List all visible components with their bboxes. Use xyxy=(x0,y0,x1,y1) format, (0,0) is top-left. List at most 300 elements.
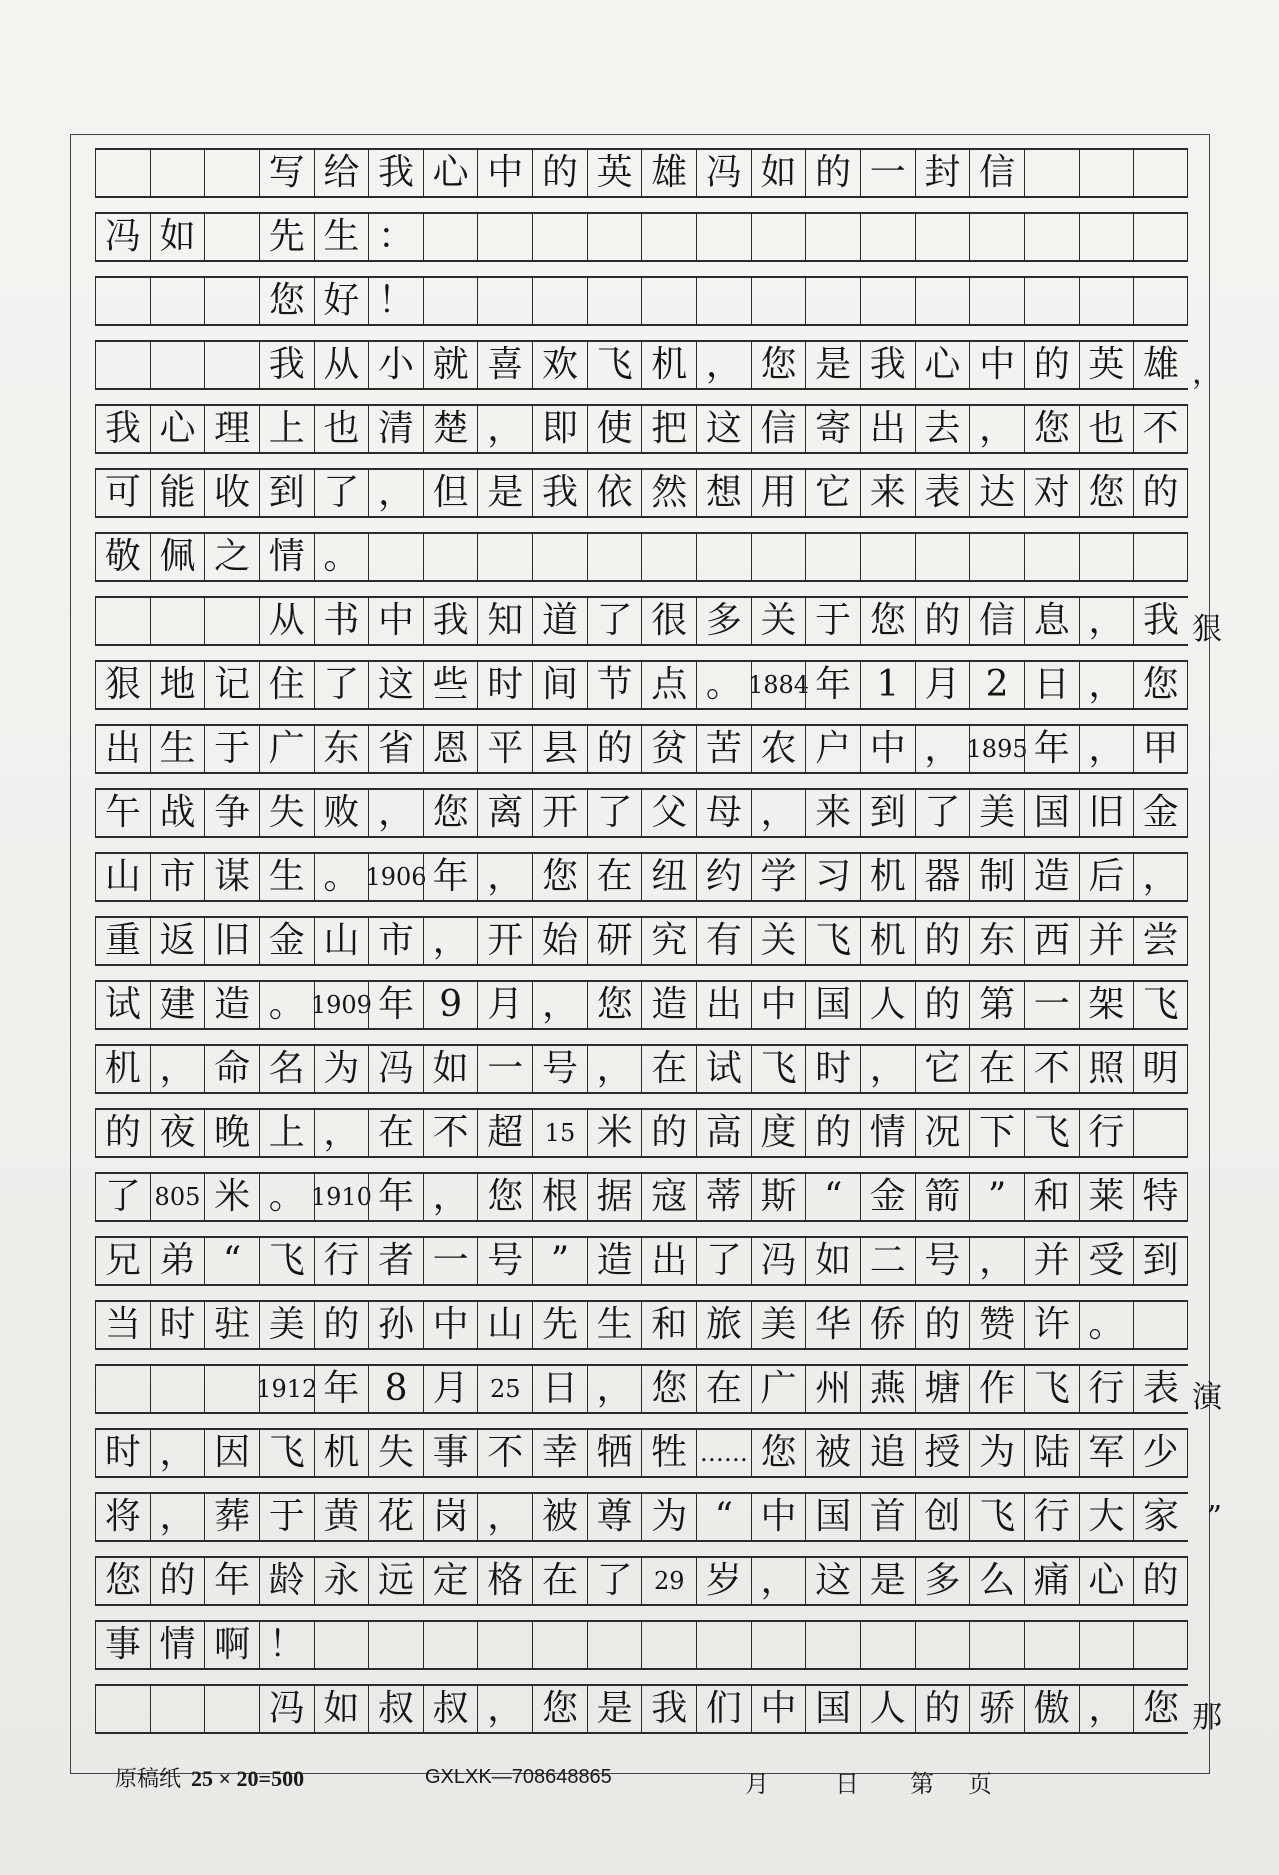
grid-cell: 的 xyxy=(805,1110,860,1156)
grid-cell: ， xyxy=(587,1046,642,1092)
grid-cell xyxy=(95,1366,150,1412)
grid-cell: 情 xyxy=(259,534,314,580)
grid-cell: 时 xyxy=(150,1302,205,1348)
grid-cell: 西 xyxy=(1024,918,1079,964)
grid-cell: 书 xyxy=(314,598,369,644)
grid-cell: 您 xyxy=(1133,662,1188,708)
grid-cell: 之 xyxy=(204,534,259,580)
grid-cell xyxy=(641,214,696,260)
grid-cell: 孙 xyxy=(368,1302,423,1348)
grid-cell: 美 xyxy=(259,1302,314,1348)
grid-cell: 在 xyxy=(969,1046,1024,1092)
grid-cell xyxy=(805,534,860,580)
grid-cell: 试 xyxy=(696,1046,751,1092)
grid-cell: ， xyxy=(477,406,532,452)
grid-cell: 多 xyxy=(696,598,751,644)
grid-cell: 很 xyxy=(641,598,696,644)
grid-cell: 后 xyxy=(1079,854,1134,900)
grid-cell: 我 xyxy=(860,342,915,388)
grid-cell: 来 xyxy=(860,470,915,516)
grid-cell: 返 xyxy=(150,918,205,964)
paper-code: GXLXK—708648865 xyxy=(425,1766,612,1788)
grid-cell: 被 xyxy=(805,1430,860,1476)
grid-cell: 许 xyxy=(1024,1302,1079,1348)
grid-cell: 燕 xyxy=(860,1366,915,1412)
grid-row xyxy=(95,596,1222,647)
grid-cell: 始 xyxy=(532,918,587,964)
grid-cell: 清 xyxy=(368,406,423,452)
grid-cell: 牺 xyxy=(587,1430,642,1476)
grid-cell: 的 xyxy=(1133,1558,1188,1604)
grid-cell: “ xyxy=(696,1494,751,1540)
grid-cell xyxy=(368,1622,423,1668)
grid-cell: 和 xyxy=(1024,1174,1079,1220)
grid-cell: 到 xyxy=(1133,1238,1188,1284)
grid-cell xyxy=(95,150,150,196)
grid-cell: 第 xyxy=(969,982,1024,1028)
grid-cell: 幸 xyxy=(532,1430,587,1476)
grid-cell: 您 xyxy=(423,790,478,836)
grid-cell: 在 xyxy=(532,1558,587,1604)
grid-cell xyxy=(915,534,970,580)
grid-cell xyxy=(587,278,642,324)
grid-row xyxy=(95,980,1188,1030)
grid-cell: 高 xyxy=(696,1110,751,1156)
grid-cell: ， xyxy=(423,918,478,964)
page-suffix-label: 页 xyxy=(968,1771,992,1798)
grid-cell: 市 xyxy=(150,854,205,900)
grid-cell: 一 xyxy=(423,1238,478,1284)
grid-cell: 时 xyxy=(477,662,532,708)
grid-cell: 为 xyxy=(314,1046,369,1092)
grid-cell xyxy=(532,1622,587,1668)
grid-cell: 住 xyxy=(259,662,314,708)
grid-cell: 为 xyxy=(969,1430,1024,1476)
grid-cell: 纽 xyxy=(641,854,696,900)
grid-cell: 先 xyxy=(259,214,314,260)
grid-cell: 中 xyxy=(860,726,915,772)
grid-cell: 父 xyxy=(641,790,696,836)
grid-cell: 陆 xyxy=(1024,1430,1079,1476)
day-label: 日 xyxy=(835,1771,859,1798)
grid-cell: 多 xyxy=(915,1558,970,1604)
grid-cell: 命 xyxy=(204,1046,259,1092)
grid-cell xyxy=(860,534,915,580)
grid-cell: 我 xyxy=(423,598,478,644)
grid-cell: 晚 xyxy=(204,1110,259,1156)
grid-cell: 能 xyxy=(150,470,205,516)
grid-cell: 金 xyxy=(1133,790,1188,836)
grid-cell: 旧 xyxy=(1079,790,1134,836)
grid-cell: 金 xyxy=(860,1174,915,1220)
grid-cell: 日 xyxy=(1024,662,1079,708)
grid-cell: 来 xyxy=(805,790,860,836)
grid-cell xyxy=(150,150,205,196)
grid-cell xyxy=(969,214,1024,260)
grid-cell: 。 xyxy=(696,662,751,708)
grid-cell: 的 xyxy=(915,1302,970,1348)
grid-cell: 远 xyxy=(368,1558,423,1604)
grid-cell: 的 xyxy=(915,1686,970,1732)
page-prefix-label: 第 xyxy=(910,1771,934,1798)
grid-row xyxy=(95,1300,1188,1350)
grid-cell: 造 xyxy=(1024,854,1079,900)
grid-cell: 黄 xyxy=(314,1494,369,1540)
grid-cell xyxy=(1024,278,1079,324)
margin-mark: 狠 xyxy=(1192,612,1222,647)
grid-cell xyxy=(477,278,532,324)
grid-cell: 于 xyxy=(259,1494,314,1540)
grid-cell: 1 xyxy=(860,662,915,708)
grid-cell: 的 xyxy=(95,1110,150,1156)
grid-cell xyxy=(423,534,478,580)
grid-cell: 华 xyxy=(805,1302,860,1348)
grid-cell: 1895 xyxy=(969,726,1024,772)
grid-cell: 15 xyxy=(532,1110,587,1156)
grid-cell: 们 xyxy=(696,1686,751,1732)
grid-cell: 日 xyxy=(532,1366,587,1412)
grid-cell: 器 xyxy=(915,854,970,900)
grid-row xyxy=(95,532,1188,582)
paper-footer xyxy=(0,1762,1279,1796)
grid-cell: 失 xyxy=(368,1430,423,1476)
grid-cell: 中 xyxy=(423,1302,478,1348)
grid-cell: 省 xyxy=(368,726,423,772)
grid-cell: 但 xyxy=(423,470,478,516)
grid-cell: 定 xyxy=(423,1558,478,1604)
grid-cell: 点 xyxy=(641,662,696,708)
grid-cell: 从 xyxy=(259,598,314,644)
grid-cell: 么 xyxy=(969,1558,1024,1604)
grid-cell: 的 xyxy=(915,982,970,1028)
grid-cell xyxy=(1133,1302,1188,1348)
grid-cell: 并 xyxy=(1079,918,1134,964)
grid-cell: 开 xyxy=(532,790,587,836)
grid-cell: ！ xyxy=(259,1622,314,1668)
grid-cell: 出 xyxy=(641,1238,696,1284)
grid-row xyxy=(95,788,1188,838)
grid-cell: 啊 xyxy=(204,1622,259,1668)
grid-cell: ， xyxy=(587,1366,642,1412)
grid-cell xyxy=(314,1622,369,1668)
grid-cell: ， xyxy=(423,1174,478,1220)
grid-cell: 追 xyxy=(860,1430,915,1476)
grid-cell: 约 xyxy=(696,854,751,900)
grid-cell: 理 xyxy=(204,406,259,452)
grid-cell: 依 xyxy=(587,470,642,516)
grid-cell: 间 xyxy=(532,662,587,708)
grid-cell xyxy=(641,1622,696,1668)
grid-cell: 母 xyxy=(696,790,751,836)
grid-cell: 东 xyxy=(314,726,369,772)
grid-cell: 美 xyxy=(751,1302,806,1348)
grid-cell: 了 xyxy=(314,470,369,516)
grid-cell: 习 xyxy=(805,854,860,900)
grid-cell: 花 xyxy=(368,1494,423,1540)
grid-cell: 不 xyxy=(423,1110,478,1156)
grid-cell: 出 xyxy=(95,726,150,772)
grid-cell: 您 xyxy=(477,1174,532,1220)
grid-cell: 您 xyxy=(95,1558,150,1604)
grid-row xyxy=(95,1620,1188,1670)
grid-cell: 明 xyxy=(1133,1046,1188,1092)
grid-cell: 户 xyxy=(805,726,860,772)
grid-cell xyxy=(1133,150,1188,196)
margin-mark: 那 xyxy=(1192,1700,1222,1735)
grid-cell: 特 xyxy=(1133,1174,1188,1220)
grid-cell: 记 xyxy=(204,662,259,708)
grid-cell: 年 xyxy=(805,662,860,708)
grid-cell: 好 xyxy=(314,278,369,324)
grid-row xyxy=(95,1236,1188,1286)
grid-cell: 8 xyxy=(368,1366,423,1412)
grid-cell xyxy=(150,342,205,388)
grid-cell: 岁 xyxy=(696,1558,751,1604)
grid-cell: 年 xyxy=(368,1174,423,1220)
grid-cell: 制 xyxy=(969,854,1024,900)
grid-cell: …… xyxy=(696,1430,751,1476)
grid-row xyxy=(95,1684,1222,1735)
grid-cell: 失 xyxy=(259,790,314,836)
grid-cell: 了 xyxy=(587,598,642,644)
grid-cell: 使 xyxy=(587,406,642,452)
grid-cell: 是 xyxy=(587,1686,642,1732)
grid-cell: 战 xyxy=(150,790,205,836)
grid-cell: 受 xyxy=(1079,1238,1134,1284)
grid-cell: ： xyxy=(368,214,423,260)
grid-cell xyxy=(423,278,478,324)
grid-cell: 市 xyxy=(368,918,423,964)
grid-cell: 封 xyxy=(915,150,970,196)
grid-row xyxy=(95,1364,1222,1415)
grid-cell: 您 xyxy=(587,982,642,1028)
grid-cell: 午 xyxy=(95,790,150,836)
grid-cell: 试 xyxy=(95,982,150,1028)
grid-cell: ” xyxy=(532,1238,587,1284)
grid-cell xyxy=(95,598,150,644)
grid-cell: 者 xyxy=(368,1238,423,1284)
grid-cell: 中 xyxy=(751,982,806,1028)
grid-cell xyxy=(860,214,915,260)
grid-cell xyxy=(532,278,587,324)
grid-cell: 旅 xyxy=(696,1302,751,1348)
grid-cell: 即 xyxy=(532,406,587,452)
grid-row xyxy=(95,1492,1222,1542)
grid-cell: ， xyxy=(969,406,1024,452)
grid-cell: 中 xyxy=(368,598,423,644)
grid-cell: 25 xyxy=(477,1366,532,1412)
grid-cell: 您 xyxy=(1133,1686,1188,1732)
grid-cell: 月 xyxy=(915,662,970,708)
grid-cell: 飞 xyxy=(1133,982,1188,1028)
grid-cell: 在 xyxy=(368,1110,423,1156)
grid-cell: 并 xyxy=(1024,1238,1079,1284)
grid-cell: 国 xyxy=(1024,790,1079,836)
grid-cell: 据 xyxy=(587,1174,642,1220)
month-label: 月 xyxy=(745,1771,769,1798)
grid-cell: ， xyxy=(368,470,423,516)
grid-cell: 在 xyxy=(587,854,642,900)
grid-cell: 的 xyxy=(915,918,970,964)
grid-cell: 于 xyxy=(805,598,860,644)
grid-cell: 我 xyxy=(532,470,587,516)
grid-cell: 心 xyxy=(1079,1558,1134,1604)
grid-cell: 的 xyxy=(805,150,860,196)
grid-cell xyxy=(95,278,150,324)
grid-cell xyxy=(805,214,860,260)
grid-cell: 。 xyxy=(314,534,369,580)
grid-cell: 1909 xyxy=(314,982,369,1028)
grid-cell: ， xyxy=(150,1494,205,1540)
grid-cell: 夜 xyxy=(150,1110,205,1156)
grid-cell: 飞 xyxy=(587,342,642,388)
grid-cell: 谋 xyxy=(204,854,259,900)
grid-cell: 下 xyxy=(969,1110,1024,1156)
grid-cell xyxy=(696,534,751,580)
grid-cell xyxy=(532,534,587,580)
grid-cell: 贫 xyxy=(641,726,696,772)
margin-mark: ， xyxy=(1192,356,1222,391)
grid-cell: 造 xyxy=(204,982,259,1028)
grid-cell: 是 xyxy=(860,1558,915,1604)
grid-cell: 县 xyxy=(532,726,587,772)
grid-cell xyxy=(751,534,806,580)
grid-cell: 号 xyxy=(477,1238,532,1284)
grid-cell: ， xyxy=(532,982,587,1028)
grid-cell: 英 xyxy=(1079,342,1134,388)
grid-cell: 行 xyxy=(1024,1494,1079,1540)
grid-cell: 雄 xyxy=(641,150,696,196)
grid-cell: 争 xyxy=(204,790,259,836)
grid-cell: 年 xyxy=(204,1558,259,1604)
grid-cell: 山 xyxy=(314,918,369,964)
grid-cell xyxy=(477,1622,532,1668)
grid-cell: 侨 xyxy=(860,1302,915,1348)
brand-label: 原稿纸 xyxy=(115,1766,182,1791)
grid-cell: 用 xyxy=(751,470,806,516)
grid-cell: ” xyxy=(969,1174,1024,1220)
grid-cell: ！ xyxy=(368,278,423,324)
grid-cell: 如 xyxy=(751,150,806,196)
grid-cell: 2 xyxy=(969,662,1024,708)
grid-cell: 事 xyxy=(95,1622,150,1668)
grid-cell: 的 xyxy=(915,598,970,644)
grid-cell: 飞 xyxy=(259,1430,314,1476)
grid-cell: 可 xyxy=(95,470,150,516)
grid-cell: 您 xyxy=(1024,406,1079,452)
grid-cell: 是 xyxy=(477,470,532,516)
grid-cell: 授 xyxy=(915,1430,970,1476)
grid-cell xyxy=(204,342,259,388)
grid-cell: 的 xyxy=(1024,342,1079,388)
grid-cell xyxy=(1133,1110,1188,1156)
grid-cell: 飞 xyxy=(805,918,860,964)
grid-cell: 败 xyxy=(314,790,369,836)
grid-cell: 格 xyxy=(477,1558,532,1604)
grid-cell: 飞 xyxy=(259,1238,314,1284)
grid-cell: 恩 xyxy=(423,726,478,772)
grid-cell: 兄 xyxy=(95,1238,150,1284)
grid-cell: 的 xyxy=(587,726,642,772)
grid-cell: 您 xyxy=(1079,470,1134,516)
grid-cell: 。 xyxy=(1079,1302,1134,1348)
grid-cell: 寇 xyxy=(641,1174,696,1220)
grid-cell: 尊 xyxy=(587,1494,642,1540)
grid-cell: 一 xyxy=(477,1046,532,1092)
grid-row xyxy=(95,212,1188,262)
grid-row xyxy=(95,468,1188,518)
grid-cell: 关 xyxy=(751,598,806,644)
grid-cell: 金 xyxy=(259,918,314,964)
grid-cell: 您 xyxy=(641,1366,696,1412)
grid-cell xyxy=(423,214,478,260)
grid-cell: 您 xyxy=(751,342,806,388)
grid-row xyxy=(95,276,1188,326)
grid-cell: 人 xyxy=(860,982,915,1028)
grid-cell: 大 xyxy=(1079,1494,1134,1540)
grid-spec: 25 × 20=500 xyxy=(191,1766,305,1791)
grid-cell: 行 xyxy=(1079,1110,1134,1156)
grid-cell: 中 xyxy=(751,1686,806,1732)
grid-cell: 少 xyxy=(1133,1430,1188,1476)
grid-cell: 有 xyxy=(696,918,751,964)
grid-cell: 尝 xyxy=(1133,918,1188,964)
grid-cell xyxy=(1079,278,1134,324)
grid-cell: 我 xyxy=(368,150,423,196)
grid-cell: 到 xyxy=(860,790,915,836)
grid-cell: 收 xyxy=(204,470,259,516)
grid-cell: 月 xyxy=(477,982,532,1028)
grid-cell: 驻 xyxy=(204,1302,259,1348)
grid-cell xyxy=(641,278,696,324)
grid-row xyxy=(95,1428,1188,1478)
grid-cell: 上 xyxy=(259,406,314,452)
grid-cell: 了 xyxy=(95,1174,150,1220)
grid-cell: ， xyxy=(314,1110,369,1156)
grid-cell: 从 xyxy=(314,342,369,388)
grid-cell: 信 xyxy=(969,598,1024,644)
grid-cell: ， xyxy=(751,1558,806,1604)
grid-cell: 这 xyxy=(368,662,423,708)
grid-cell: 把 xyxy=(641,406,696,452)
grid-cell xyxy=(204,278,259,324)
grid-cell xyxy=(150,278,205,324)
grid-cell: 飞 xyxy=(969,1494,1024,1540)
grid-cell xyxy=(1024,214,1079,260)
grid-cell: 冯 xyxy=(368,1046,423,1092)
grid-cell xyxy=(915,1622,970,1668)
grid-cell: 出 xyxy=(860,406,915,452)
margin-mark: 演 xyxy=(1192,1380,1222,1415)
grid-cell xyxy=(1079,534,1134,580)
grid-row xyxy=(95,852,1188,902)
grid-cell xyxy=(696,278,751,324)
grid-cell: 机 xyxy=(95,1046,150,1092)
grid-cell: 作 xyxy=(969,1366,1024,1412)
grid-cell: 了 xyxy=(587,1558,642,1604)
grid-cell: 也 xyxy=(314,406,369,452)
grid-cell: 在 xyxy=(641,1046,696,1092)
grid-cell: 心 xyxy=(423,150,478,196)
grid-cell: ， xyxy=(915,726,970,772)
grid-cell: 您 xyxy=(532,854,587,900)
grid-cell: 重 xyxy=(95,918,150,964)
grid-cell xyxy=(805,278,860,324)
grid-cell: 心 xyxy=(915,342,970,388)
grid-cell: 为 xyxy=(641,1494,696,1540)
grid-cell: 超 xyxy=(477,1110,532,1156)
grid-cell: 不 xyxy=(477,1430,532,1476)
